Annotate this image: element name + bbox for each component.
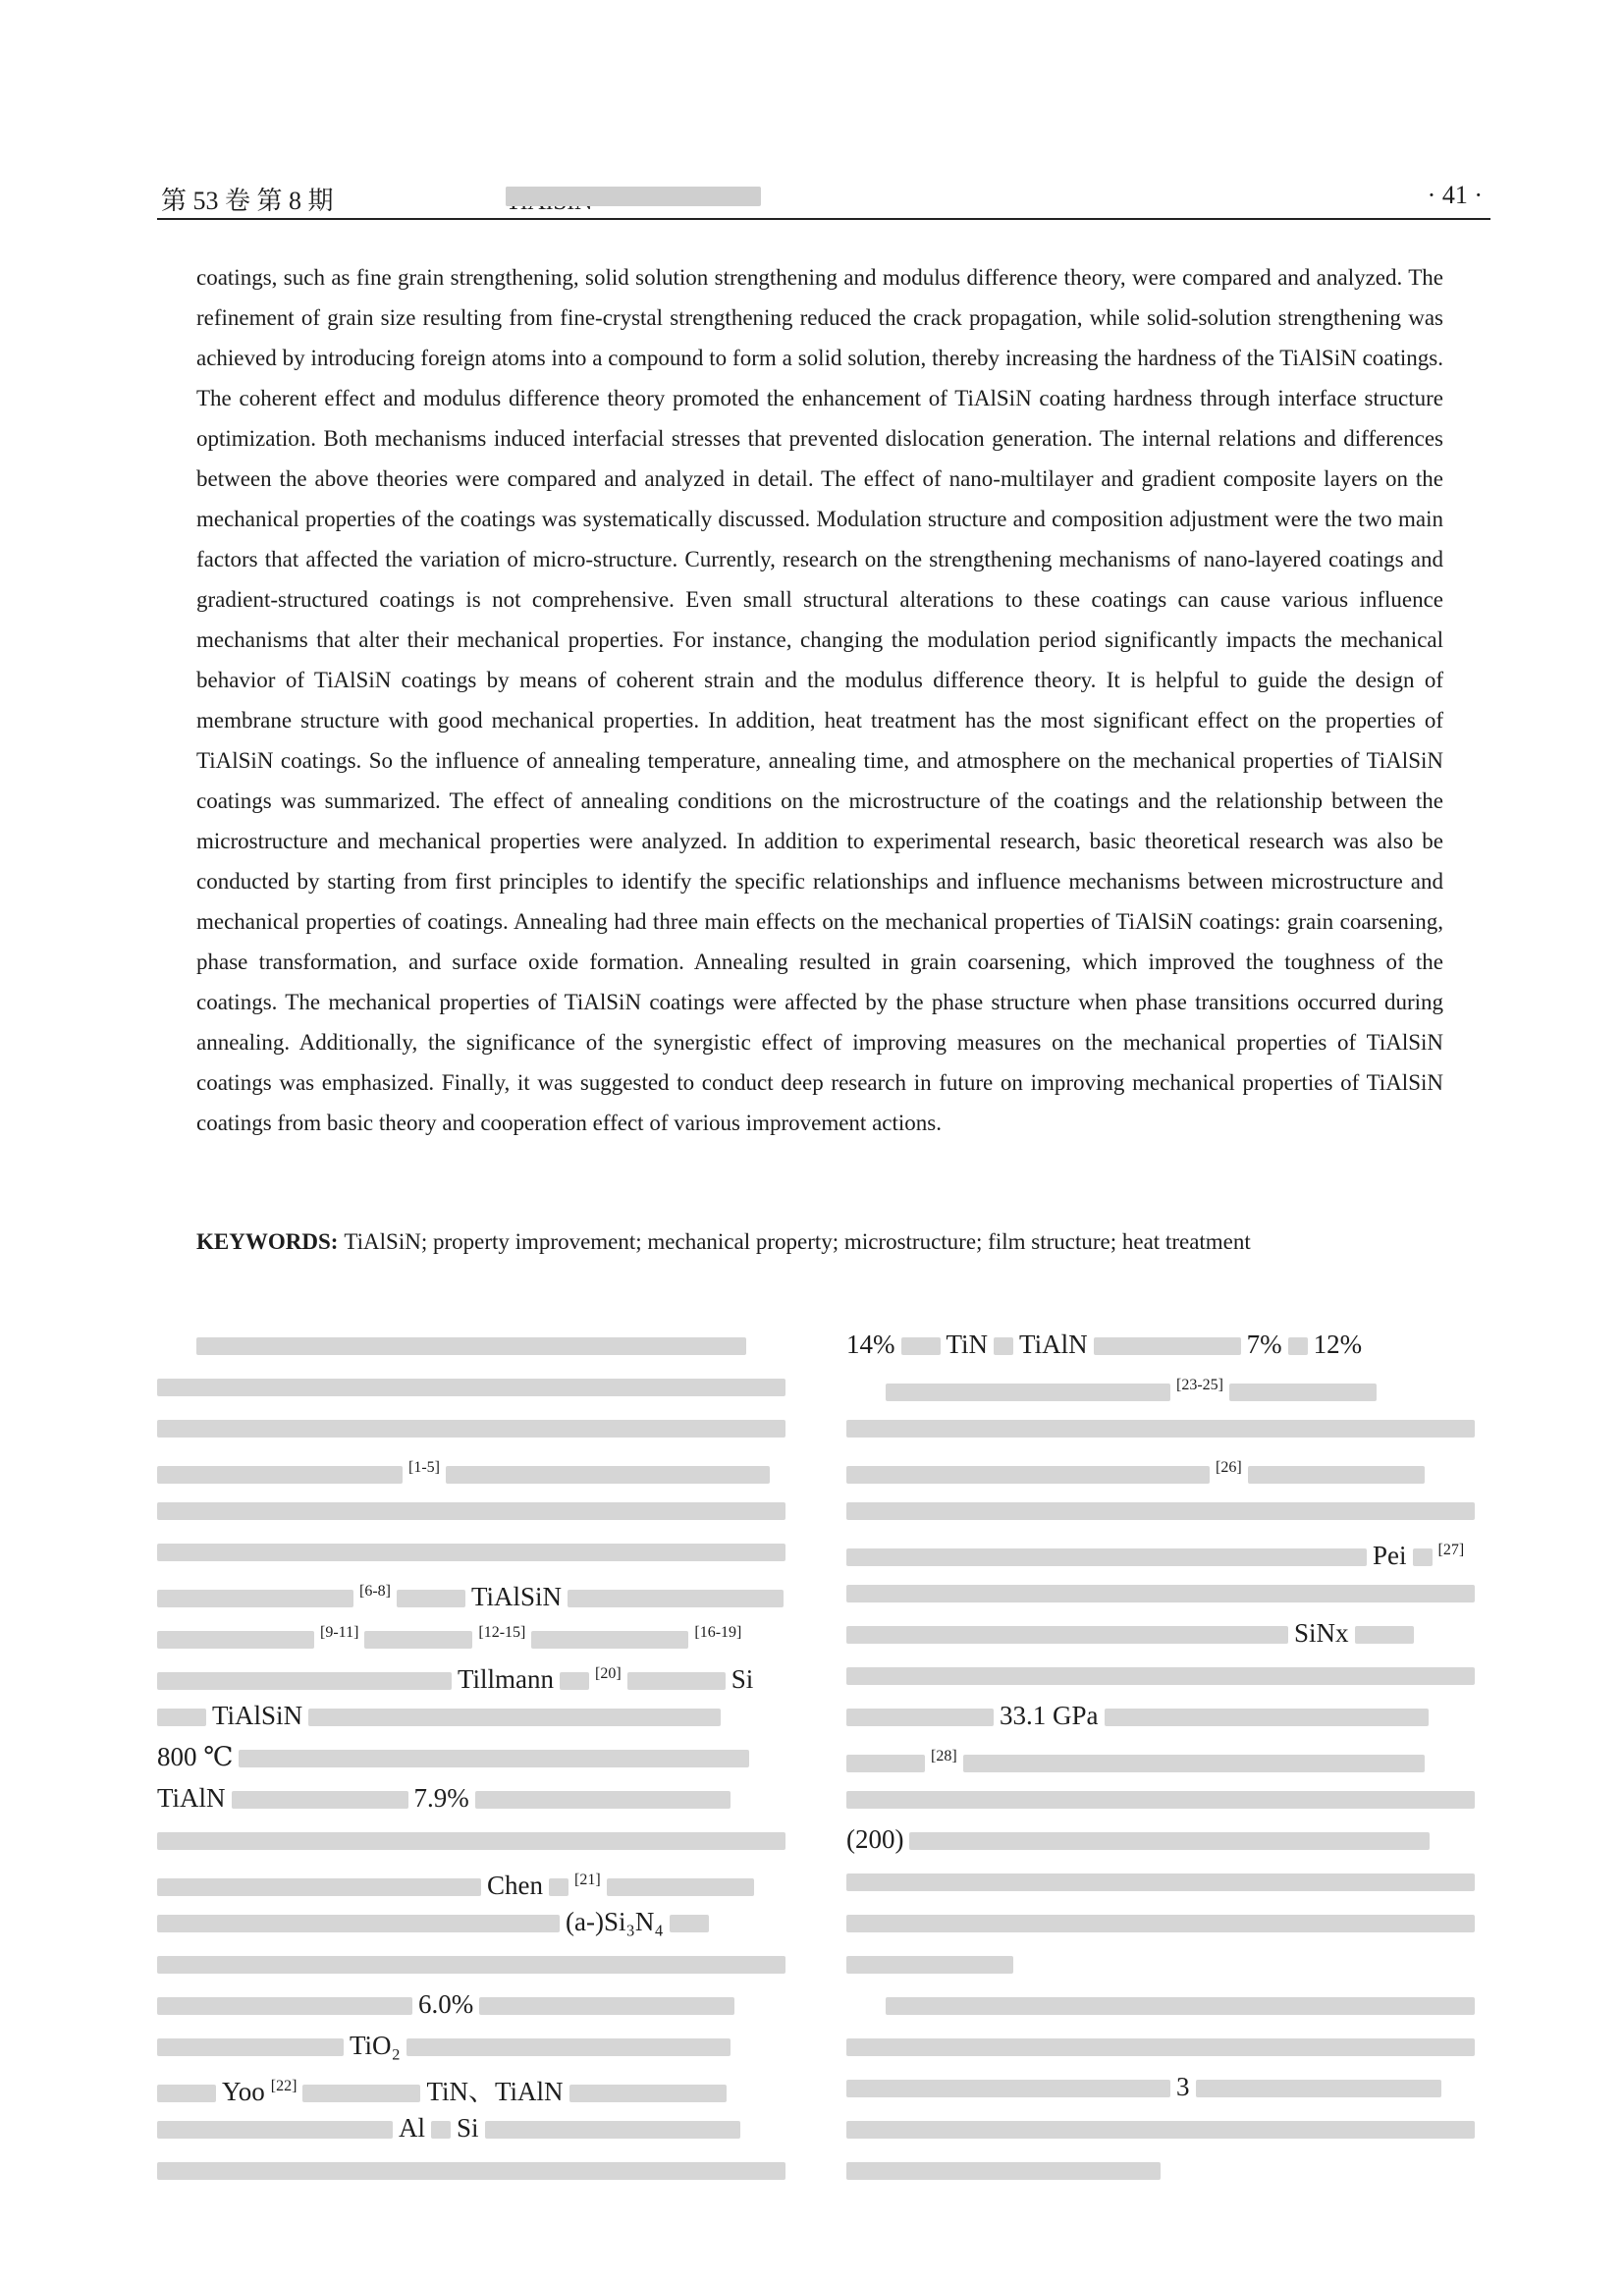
latin-term: TiN、TiAlN [426,2077,564,2106]
citation: [22] [270,2078,298,2094]
english-abstract: coatings, such as fine grain strengthening, solid solution strengthening and modulus difference theory, were compared and analyzed. The refinement of grain size resulting from fine-crystal strengthening reduced the crack propagation, while solid-solution strengthening was achieved by introducing foreign atoms into a compound to form a solid solution, thereby increasing the hardness of the TiAlSiN coatings. The coherent effect and modulus difference theory promoted the enhancement of TiAlSiN coating hardness through interface structure optimization. Both mechanisms induced interfacial stresses that prevented dislocation generation. The internal relations and differences between the above theories were compared and analyzed in detail. The effect of nano-multilayer and gradient composite layers on the mechanical properties of the coatings was systematically discussed. Modulation structure and composition adjustment were the two main factors that affected the variation of micro-structure. Currently, research on the strengthening mechanisms of nano-layered coatings and gradient-structured coatings is not comprehensive. Even small structural alterations to these coatings can cause various influence mechanisms that alter their mechanical properties. For instance, changing the modulation period significantly impacts the mechanical behavior of TiAlSiN coatings by means of coherent strain and the modulus difference theory. It is helpful to guide the design of membrane structure with good mechanical properties. In addition, heat treatment has the most significant effect on the properties of TiAlSiN coatings. So the influence of annealing temperature, annealing time, and atmosphere on the mechanical properties of TiAlSiN coatings was summarized. The effect of annealing conditions on the microstructure of the coatings and the relationship between the microstructure and mechanical properties were analyzed. In addition to experimental research, basic theoretical research was also be conducted by starting from first principles to identify the specific relationships and influence mechanisms between microstructure and mechanical properties of coatings. Annealing had three main effects on the mechanical properties of TiAlSiN coatings: grain coarsening, phase transformation, and surface oxide formation. Annealing resulted in grain coarsening, which improved the toughness of the coatings. The mechanical properties of TiAlSiN coatings were affected by the phase structure when phase transitions occurred during annealing. Additionally, the significance of the synergistic effect of improving measures on the mechanical properties of TiAlSiN coatings was emphasized. Finally, it was suggested to conduct deep research in future on improving mechanical properties of TiAlSiN coatings from basic theory and cooperation effect of various improvement actions. [196,265,1443,1135]
page-number: · 41 · [1427,181,1483,209]
latin-term: TiAlN [1019,1330,1088,1359]
citation: [16-19] [694,1624,742,1641]
latin-term: (200) [846,1824,904,1854]
citation: [9-11] [320,1624,359,1641]
keywords [196,1225,1443,1259]
citation: [26] [1216,1459,1242,1476]
citation: [6-8] [359,1583,391,1600]
citation: [20] [595,1665,622,1682]
citation: [21] [574,1872,601,1888]
latin-term: 14% [846,1330,895,1359]
latin-term: 800 ℃ [157,1742,234,1771]
latin-term: Si [731,1664,754,1694]
latin-term: Si [457,2113,479,2143]
citation: [12-15] [478,1624,526,1641]
latin-term: 3 [1176,2072,1190,2101]
latin-term: SiNx [1294,1618,1349,1648]
latin-term: Chen [487,1871,543,1900]
citation: [1-5] [408,1459,440,1476]
latin-term: 7% [1246,1330,1282,1359]
body-column-left [157,1324,793,2190]
citation: [23-25] [1176,1377,1223,1393]
latin-term: Tillmann [458,1664,555,1694]
latin-term: Yoo [222,2077,265,2106]
body-column-right [846,1324,1483,2190]
journal-volume-issue: 第 53 卷 第 8 期 [161,187,334,215]
running-header [157,175,1490,220]
latin-term: TiAlN [157,1783,226,1813]
citation: [27] [1437,1542,1465,1558]
latin-term: 12% [1313,1330,1363,1359]
latin-term: 7.9% [413,1783,469,1813]
latin-term: 6.0% [418,1989,474,2019]
latin-term: TiAlSiN [212,1701,303,1730]
latin-term: TiN [946,1330,989,1359]
latin-term: Pei [1373,1541,1407,1570]
latin-term: 33.1 GPa [1000,1701,1099,1730]
latin-term: (a-)Si₃N₄ [566,1907,664,1936]
keywords-label: KEYWORDS: [196,1229,339,1254]
latin-term: Al [399,2113,425,2143]
latin-term: TiO₂ [350,2031,401,2060]
keywords-text: TiAlSiN; property improvement; mechanical property; microstructure; film structure; heat treatment [344,1229,1251,1254]
latin-term: TiAlSiN [470,1582,563,1611]
citation: [28] [931,1748,957,1764]
